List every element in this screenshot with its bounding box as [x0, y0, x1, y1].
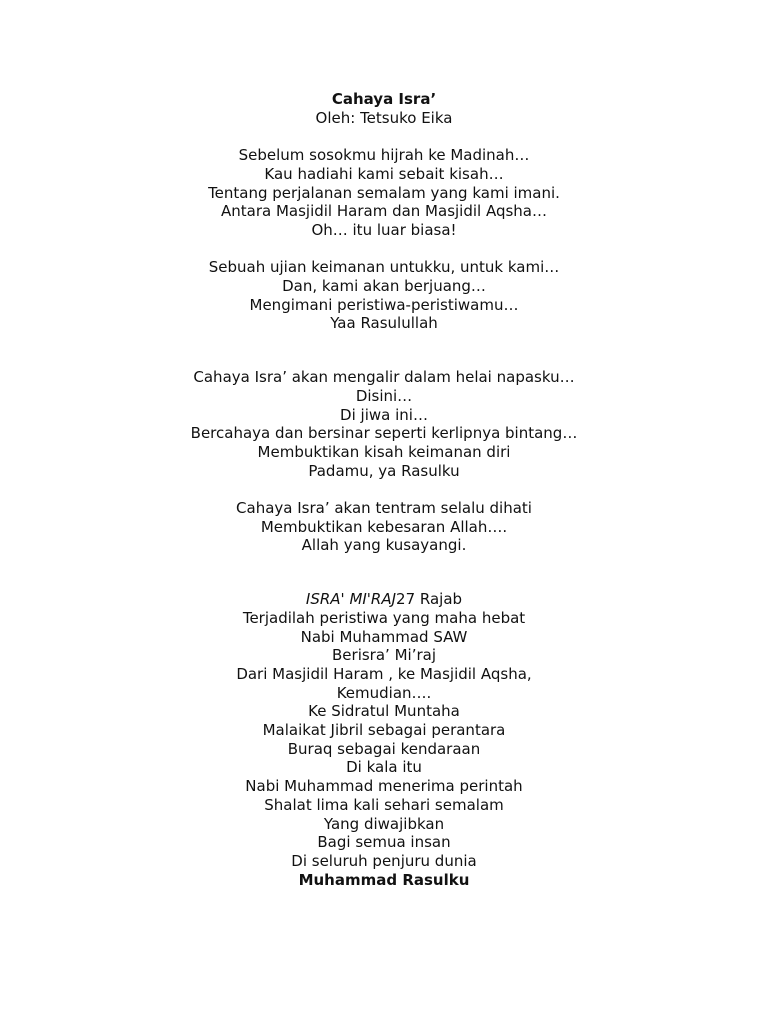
poem-line: Cahaya Isra’ akan tentram selalu dihati — [236, 499, 532, 518]
poem-line: Di seluruh penjuru dunia — [291, 851, 477, 870]
poem-line: Terjadilah peristiwa yang maha hebat — [242, 608, 526, 627]
poem-line: Padamu, ya Rasulku — [308, 461, 460, 480]
poem-line: Nabi Muhammad menerima perintah — [245, 777, 523, 796]
poem-line — [0, 590, 768, 609]
stanza-gap — [0, 127, 768, 146]
poem-line: Di kala itu — [346, 758, 422, 777]
poem-closing: Muhammad Rasulku — [298, 870, 470, 889]
poem-line: Oh… itu luar biasa! — [311, 220, 457, 239]
stanza-3 — [0, 368, 768, 480]
poem-line: Ke Sidratul Muntaha — [308, 702, 460, 721]
poem-line: Allah yang kusayangi. — [301, 536, 467, 555]
poem-line: Sebelum sosokmu hijrah ke Madinah… — [238, 146, 530, 165]
stanza-gap — [0, 240, 768, 259]
poem-line: Cahaya Isra’ akan mengalir dalam helai napasku… — [193, 368, 575, 387]
poem-line: Mengimani peristiwa-peristiwamu… — [249, 295, 519, 314]
stanza-gap — [0, 555, 768, 590]
poem-line: Dan, kami akan berjuang… — [282, 277, 486, 295]
stanza-5 — [0, 590, 768, 889]
poem-line: Yaa Rasulullah — [330, 314, 438, 333]
poem-line: Shalat lima kali sehari semalam — [264, 795, 504, 814]
date-text: 27 Rajab — [396, 590, 463, 609]
poem-author: Oleh: Tetsuko Eika — [315, 108, 453, 127]
poem-line: Disini… — [355, 386, 413, 405]
poem-line: Antara Masjidil Haram dan Masjidil Aqsha… — [220, 202, 547, 221]
stanza-1 — [0, 146, 768, 240]
poem-line: Kemudian…. — [336, 683, 432, 702]
poem-line: Membuktikan kebesaran Allah…. — [260, 517, 508, 536]
stanza-2 — [0, 258, 768, 333]
poem-line: Buraq sebagai kendaraan — [287, 739, 481, 758]
poem-line: Dari Masjidil Haram , ke Masjidil Aqsha, — [236, 664, 532, 683]
poem-line: Kau hadiahi kami sebait kisah… — [264, 164, 504, 183]
poem-line: Sebuah ujian keimanan untukku, untuk kami… — [208, 258, 560, 277]
poem-line: Berisra’ Mi’raj — [332, 646, 436, 665]
poem-line: Di jiwa ini… — [340, 405, 428, 424]
stanza-gap — [0, 333, 768, 368]
poem-line: Tentang perjalanan semalam yang kami imani. — [208, 183, 560, 202]
poem-line: Membuktikan kisah keimanan diri — [257, 442, 511, 461]
stanza-gap — [0, 480, 768, 499]
poem-line: Malaikat Jibril sebagai perantara — [262, 721, 506, 740]
poem-line: Yang diwajibkan — [323, 814, 445, 833]
poem-line: Nabi Muhammad SAW — [300, 627, 468, 646]
poem-line: Bercahaya dan bersinar seperti kerlipnya bintang… — [190, 424, 578, 443]
poem-line: Bagi semua insan — [317, 833, 451, 852]
poem-page — [0, 90, 768, 889]
stanza-4 — [0, 499, 768, 555]
poem-title: Cahaya Isra’ — [331, 90, 437, 108]
isra-miraj-heading: ISRA' MI'RAJ — [305, 590, 397, 609]
